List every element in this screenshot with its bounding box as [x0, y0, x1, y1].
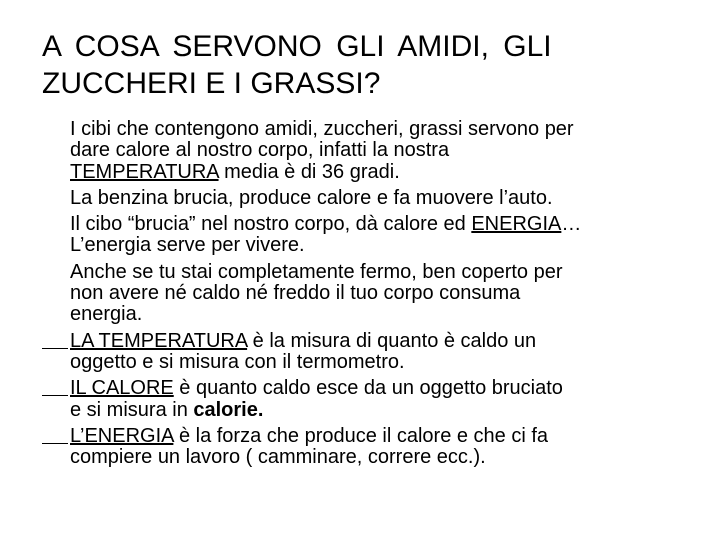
text-line — [70, 162, 710, 183]
text-line: La benzina brucia, produce calore e fa muovere l’auto. — [70, 186, 553, 209]
text-fragment: è la forza che produce il calore e che ci fa — [173, 424, 549, 447]
bold-term-calorie: calorie. — [193, 398, 264, 421]
underlined-term-la-temperatura: LA TEMPERATURA — [70, 329, 248, 352]
paragraph-cibo-brucia — [70, 214, 710, 257]
text-line: Anche se tu stai completamente fermo, ben coperto per — [70, 260, 563, 283]
title-line-2: ZUCCHERI E I GRASSI? — [42, 67, 381, 100]
definition-temperatura — [70, 331, 710, 374]
text-fragment: è quanto caldo esce da un oggetto bruciato — [173, 377, 563, 400]
paragraph-cibi — [70, 119, 710, 183]
text-fragment: è la misura di quanto è caldo un — [247, 329, 537, 352]
text-line: compiere un lavoro ( camminare, correre ecc.). — [70, 446, 486, 469]
slide-body — [70, 119, 710, 468]
underlined-term-energia: ENERGIA — [471, 213, 562, 236]
text-line — [70, 214, 710, 235]
text-line: I cibi che contengono amidi, zuccheri, grassi servono per — [70, 118, 574, 140]
text-line — [70, 378, 710, 399]
underline-lead — [42, 443, 68, 444]
title-line-1: A COSA SERVONO GLI AMIDI, GLI — [42, 30, 552, 63]
underlined-term-il-calore: IL CALORE — [70, 377, 174, 400]
underlined-term-temperatura: TEMPERATURA — [70, 160, 219, 183]
underline-lead — [42, 395, 68, 396]
text-fragment: Il cibo “brucia” nel nostro corpo, dà calore ed — [70, 213, 472, 236]
text-line — [70, 331, 710, 352]
text-line — [70, 400, 710, 421]
paragraph-benzina — [70, 188, 710, 209]
underline-lead — [42, 348, 68, 349]
definition-calore — [70, 378, 710, 421]
definition-energia — [70, 426, 710, 469]
text-line: dare calore al nostro corpo, infatti la nostra — [70, 139, 450, 162]
text-line — [70, 426, 710, 447]
slide-title — [42, 28, 682, 102]
text-line: oggetto e si misura con il termometro. — [70, 350, 405, 373]
text-fragment: e si misura in — [70, 398, 194, 421]
text-line: non avere né caldo né freddo il tuo corpo consuma — [70, 282, 521, 305]
text-line: energia. — [70, 303, 143, 326]
underlined-term-l-energia: L’ENERGIA — [70, 424, 174, 447]
text-line: L’energia serve per vivere. — [70, 234, 305, 257]
text-fragment: … — [561, 213, 582, 236]
paragraph-fermo — [70, 262, 710, 326]
text-fragment: media è di 36 gradi. — [218, 160, 400, 183]
